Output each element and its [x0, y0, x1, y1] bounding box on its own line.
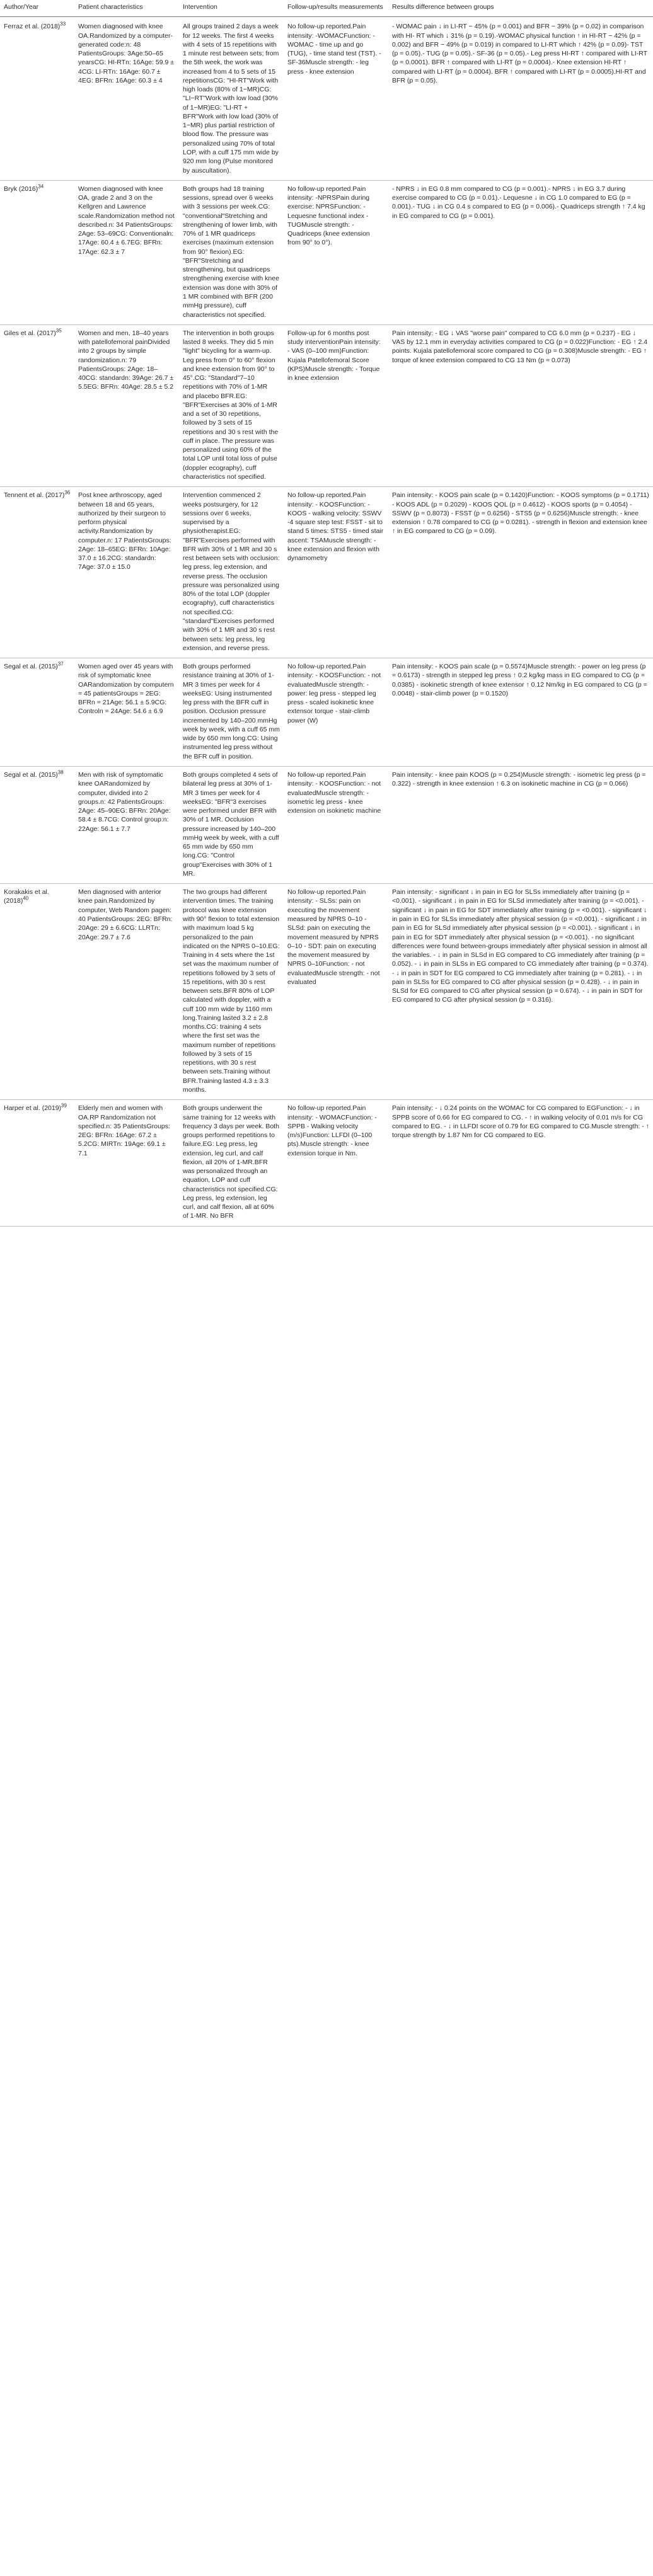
cell-results: Pain intensity: - knee pain KOOS (p = 0.254)Muscle strength: - isometric leg press (p = 0.322) - strength in knee extension ↑ 6.3 on isokinetic machine in CG (p = 0.066): [388, 766, 653, 883]
table-row: [0, 17, 653, 181]
table-row: [0, 487, 653, 658]
reference-number: 33: [60, 21, 66, 27]
cell-author: [0, 766, 74, 883]
reference-number: 35: [55, 328, 62, 334]
table-row: [0, 324, 653, 487]
reference-number: 36: [64, 489, 71, 496]
author-text: Bryk (2016): [4, 185, 38, 193]
evidence-table: [0, 0, 653, 1227]
cell-patients: Women and men, 18–40 years with patellofemoral painDivided into 2 groups by simple randomization.n: 79 PatientsGroups: 2Age: 18–40CG: standardn: 39Age: 26.7 ± 5.5EG: BFRn: 40Age: 28.5 ± 5.2: [74, 324, 179, 487]
evidence-table-wrapper: [0, 0, 653, 1227]
cell-followup: No follow-up reported.Pain intensity: - SLSs: pain on executing the movement measured by NPRS 0–10 - SLSd: pain on executing the movement measured by NPRS 0–10 - SDT: pain on executing the movement measured by NPRS 0–10Function: - not evaluatedMuscle strength: - not evaluated: [284, 884, 388, 1100]
author-text: Harper et al. (2019): [4, 1104, 62, 1113]
cell-results: Pain intensity: - KOOS pain scale (p = 0.5574)Muscle strength: - power on leg press (p = 0.6173) - strength in stepped leg press ↑ 0.2 kg/kg mass in EG compared to CG (p = 0.0385) - isokinetic strength of knee extensor ↑ 0.12 Nm/kg in EG compared to CG (p = 0.0048) - stair-climb power (p = 0.1520): [388, 658, 653, 767]
header-results: Results difference between groups: [388, 0, 653, 17]
cell-followup: No follow-up reported.Pain intensity: -WOMACFunction: - WOMAC - time up and go (TUG), - time stand test (TST). -SF-36Muscle strength: - leg press - knee extension: [284, 17, 388, 181]
reference-number: 40: [23, 895, 29, 902]
table-row: [0, 884, 653, 1100]
cell-patients: Women aged over 45 years with risk of symptomatic knee OARandomization by computern = 45 patientsGroups = 2EG: BFRn = 21Age: 56.1 ± 5.9CG: Controln = 24Age: 54.6 ± 6.9: [74, 658, 179, 767]
author-text: Segal et al. (2015): [4, 770, 58, 779]
cell-patients: Men diagnosed with anterior knee pain.Randomized by computer, Web Random pagen: 40 PatientsGroups: 2EG: BFRn: 20Age: 29 ± 6.6CG: LLRTn: 20Age: 29.7 ± 7.6: [74, 884, 179, 1100]
cell-author: [0, 1100, 74, 1226]
table-row: [0, 180, 653, 324]
author-text: Ferraz et al. (2018): [4, 23, 61, 31]
cell-results: - NPRS ↓ in EG 0.8 mm compared to CG (p = 0.001).- NPRS ↓ in EG 3.7 during exercise compared to CG (p = 0.01).- Lequesne ↓ in CG 1.0 compared to EG (p = 0.001).- TUG ↓ in CG 0.4 s compared to EG (p = 0.006).- Quadriceps strength ↑ 7.4 kg in EG compared to CG (p = 0.001).: [388, 180, 653, 324]
cell-results: - WOMAC pain ↓ in LI-RT − 45% (p = 0.001) and BFR − 39% (p = 0.02) in comparison with HI- RT which ↓ 31% (p = 0.19).-WOMAC physical function ↑ in HI-RT − 42% (p = 0.002) and BFR − 49% (p = 0.019) in compared to LI-RT which ↑ 42% (p = 0.09)- TST (p = 0.05).- TUG (p = 0.05).- SF-36 (p = 0.05).- Leg press HI-RT ↑ compared with LI-RT (p = 0.0001). BFR ↑ compared with LI-RT (p = 0.0004).- Knee extension HI-RT ↑ compared with LI-RT (p = 0.0004). BFR ↑ compared with LI-RT (p = 0.0005).HI-RT and BFR (p = 0.05).: [388, 17, 653, 181]
author-text: Giles et al. (2017): [4, 329, 56, 337]
cell-author: [0, 658, 74, 767]
reference-number: 34: [38, 183, 44, 190]
cell-followup: No follow-up reported.Pain intensity: -NPRSPain during exercise: NPRSFunction: -Lequesne functional index -TUGMuscle strength: -Quadriceps (knee extension from 90° to 0°).: [284, 180, 388, 324]
author-text: Tennent et al. (2017): [4, 491, 65, 500]
reference-number: 38: [57, 769, 64, 776]
reference-number: 37: [57, 661, 64, 667]
cell-intervention: Both groups performed resistance training at 30% of 1-MR 3 times per week for 4 weeksEG: Using instrumented leg press with the BFR cuff in position. Occlusion pressure incremented by 140–200 mmHg week by week, with a cuff 65 mm wide by 650 mm long.CG: Using instrumented leg press without the BFR cuff in position.: [179, 658, 284, 767]
cell-patients: Women diagnosed with knee OA.Randomized by a computer-generated code:n: 48 PatientsGroups: 3Age:50–65 yearsCG: HI-RTn: 16Age: 59.9 ± 4CG: LI-RTn: 16Age: 60.7 ± 4EG: BFRn: 16Age: 60.3 ± 4: [74, 17, 179, 181]
cell-results: Pain intensity: - EG ↓ VAS "worse pain" compared to CG 6.0 mm (p = 0.237) - EG ↓ VAS by 12.1 mm in everyday activities compared to CG (p = 0.022)Function: - EG ↑ 2.4 points. Kujala patellofemoral score compared to CG (p = 0.308)Muscle strength: - EG ↑ torque of knee extension compared to CG 13 Nm (p = 0.073): [388, 324, 653, 487]
cell-author: [0, 17, 74, 181]
cell-patients: Men with risk of symptomatic knee OARandomized by computer, divided into 2 groups.n: 42 PatientsGroups: 2Age: 45–90EG: BFRn: 20Age: 58.4 ± 8.7CG: Control group:n: 22Age: 56.1 ± 7.7: [74, 766, 179, 883]
cell-results: Pain intensity: - KOOS pain scale (p = 0.1420)Function: - KOOS symptoms (p = 0.1711) - KOOS ADL (p = 0.2029) - KOOS QOL (p = 0.4612) - KOOS sports (p = 0.4054) - SSWV (p = 0.8073) - FSST (p = 0.6256) - STS5 (p = 0.6256)Muscle strength: - knee extension ↑ 0.78 compared to CG (p = 0.0281). - strength in flexion and extension knee ↑ in EG compared to CG (p = 0.09).: [388, 487, 653, 658]
header-row: [0, 0, 653, 17]
cell-followup: No follow-up reported.Pain intensity: - KOOSFunction: - not evaluatedMuscle strength: - isometric leg press - knee extension on isokinetic machine: [284, 766, 388, 883]
header-intervention: Intervention: [179, 0, 284, 17]
cell-patients: Post knee arthroscopy, aged between 18 and 65 years, authorized by their surgeon to perform physical activity.Randomization by computer.n: 17 PatientsGroups: 2Age: 18–65EG: BFRn: 10Age: 37.0 ± 16.2CG: standardn: 7Age: 37.0 ± 15.0: [74, 487, 179, 658]
cell-intervention: The intervention in both groups lasted 8 weeks. They did 5 min "light" bicycling for a warm-up. Leg press from 0° to 60° flexion and knee extension from 90° to 45°.CG: "Standard"7–10 repetitions with 70% of 1-MR and placebo BFR.EG: "BFR"Exercises at 30% of 1-MR and a set of 30 repetitions, followed by 3 sets of 15 repetitions and 30 s rest with the cuff in place. The pressure was personalized using 60% of the total LOP until total loss of pulse (doppler ecography), cuff characteristics not specified.: [179, 324, 284, 487]
cell-intervention: Intervention commenced 2 weeks postsurgery, for 12 sessions over 6 weeks, supervised by a physiotherapist.EG: "BFR"Exercises performed with BFR with 30% of 1 MR and 30 s rest between sets with occlusion: leg press, leg extension, and reverse press. The occlusion pressure was personalized using 80% of the total LOP (doppler ecography), cuff characteristics not specified.CG: "standard"Exercises performed with 30% of 1 MR and 30 s rest between sets: leg press, leg extension, and reverse press.: [179, 487, 284, 658]
cell-intervention: Both groups underwent the same training for 12 weeks with frequency 3 days per week. Both groups performed repetitions to failure.EG: Leg press, leg extension, leg curl, and calf flexion, all 20% of 1-MR.BFR was personalized through an equation, LOP and cuff characteristics not specified.CG: Leg press, leg extension, leg curl, and calf flexion, all at 60% of 1-MR. No BFR: [179, 1100, 284, 1226]
cell-intervention: All groups trained 2 days a week for 12 weeks. The first 4 weeks with 4 sets of 15 repetitions with 1 minute rest between sets; from the 5th week, the work was increased from 4 to 5 sets of 15 repetitionsCG: "HI-RT"Work with high loads (80% of 1−MR)CG: "LI−RT"Work with low load (30% of 1−MR)EG: "LI-RT + BFR"Work with low load (30% of 1−MR) plus partial restriction of blood flow. The pressure was personalized using 70% of total LOP, with a cuff 175 mm wide by 920 mm long (Pulse monitored by auscultation).: [179, 17, 284, 181]
cell-followup: No follow-up reported.Pain intensity: - WOMACFunction: - SPPB - Walking velocity (m/s)Function: LLFDI (0–100 pts).Muscle strength: - knee extension torque in Nm.: [284, 1100, 388, 1226]
cell-intervention: The two groups had different intervention times. The training protocol was knee extension with 90° flexion to total extension with maximum load 5 kg personalized to the pain indicated on the NPRS 0–10.EG: Training in 4 sets where the 1st set was the maximum number of repetitions followed by 3 sets of 15 repetitions, with 30 s rest between sets.BFR 80% of LOP calculated with doppler, with a cuff 100 mm wide by 1160 mm long.Training lasted 3.2 ± 2.8 months.CG: training 4 sets where the first set was the maximum number of repetitions followed by 3 sets of 15 repetitions, with 30 s rest between sets.Training without BFR.Training lasted 4.3 ± 3.3 months.: [179, 884, 284, 1100]
cell-intervention: Both groups had 18 training sessions, spread over 6 weeks with 3 sessions per week.CG: "conventional"Stretching and strengthening of lower limb, with 70% of 1 MR quadriceps exercises (maximum extension from 90° flexion).EG: "BFR"Stretching and strengthening, but quadriceps strengthening exercise with knee extension was done with 30% of 1 MR combined with BFR (200 mmHg pressure), cuff characteristics not specified.: [179, 180, 284, 324]
author-text: Korakakis et al. (2018): [4, 888, 49, 905]
header-author-year: Author/Year: [0, 0, 74, 17]
cell-author: [0, 324, 74, 487]
table-body: [0, 17, 653, 1226]
cell-patients: Women diagnosed with knee OA, grade 2 and 3 on the Kellgren and Lawrence scale.Randomization method not described.n: 34 PatientsGroups: 2Age: 53–69CG: Conventionaln: 17Age: 60.4 ± 6.7EG: BFRn: 17Age: 62.3 ± 7: [74, 180, 179, 324]
author-text: Segal et al. (2015): [4, 663, 58, 671]
cell-followup: Follow-up for 6 months post study interventionPain intensity: - VAS (0–100 mm)Function: Kujala Patellofemoral Score (KPS)Muscle strength: - Torque in knee extension: [284, 324, 388, 487]
header-follow-up: Follow-up/results measurements: [284, 0, 388, 17]
cell-author: [0, 884, 74, 1100]
table-row: [0, 1100, 653, 1226]
cell-followup: No follow-up reported.Pain intensity: - KOOSFunction: - not evaluatedMuscle strength: - power: leg press - stepped leg press - scaled isokinetic knee extensor torque - stair-climb power (W): [284, 658, 388, 767]
cell-followup: No follow-up reported.Pain intensity: - KOOSFunction: - KOOS - walking velocity: SSWV -4 square step test: FSST - sit to stand 5 times: STS5 - timed stair ascent: TSAMuscle strength: - knee extension and flexion with dynamometry: [284, 487, 388, 658]
table-row: [0, 658, 653, 767]
cell-intervention: Both groups completed 4 sets of bilateral leg press at 30% of 1-MR 3 times per week for 4 weeksEG: "BFR"3 exercises were performed under BFR with 30% of 1 MR. Occlusion pressure increased by 140–200 mmHg week by week, with a cuff 65 mm wide by 650 mm long.CG: "Control group"Exercises with 30% of 1 MR.: [179, 766, 284, 883]
cell-author: [0, 487, 74, 658]
header-patient-characteristics: Patient characteristics: [74, 0, 179, 17]
cell-author: [0, 180, 74, 324]
cell-results: Pain intensity: - significant ↓ in pain in EG for SLSs immediately after training (p = <0.001). - significant ↓ in pain in EG for SLSd immediately after training (p = <0.001). - significant ↓ in pain in EG for SDT immediately after training (p = <0.001). - significant ↓ in pain in EG for SLSs immediately after physical session (p = <0.001). - significant ↓ in pain in EG for SLSd immediately after physical session (p = <0.001). - significant ↓ in pain in EG for SDT immediately after physical session (p = <0.001). - no significant differences were found between-groups immediately after physical session in almost all the variables. - ↓ in pain in SLSd in EG compared to CG immediately after training (p = 0.052). - ↓ in pain in SLSs in EG compared to CG immediately after training (p = 0.374). - ↓ in pain in SDT for EG compared to CG immediately after training (p = 0.281). - ↓ in pain in SLSs for EG compared to CG after physical session (p = 0.428). - ↓ in pain in SLSd for EG compared to CG after physical session (p = 0.674). - ↓ in pain in SDT for EG compared to CG after physical session (p = 0.316).: [388, 884, 653, 1100]
cell-results: Pain intensity: - ↓ 0.24 points on the WOMAC for CG compared to EGFunction: - ↓ in SPPB score of 0.66 for EG compared to CG. - ↑ in walking velocity of 0.01 m/s for CG compared to EG. - ↓ in LLFDI score of 0.79 for EG compared to CG.Muscle strength: - ↑ torque strength by 1.87 Nm for CG compared to EG.: [388, 1100, 653, 1226]
table-header: [0, 0, 653, 17]
cell-patients: Elderly men and women with OA.RP Randomization not specified.n: 35 PatientsGroups: 2EG: BFRn: 16Age: 67.2 ± 5.2CG: MIRTn: 19Age: 69.1 ± 7.1: [74, 1100, 179, 1226]
table-row: [0, 766, 653, 883]
reference-number: 39: [61, 1102, 67, 1109]
